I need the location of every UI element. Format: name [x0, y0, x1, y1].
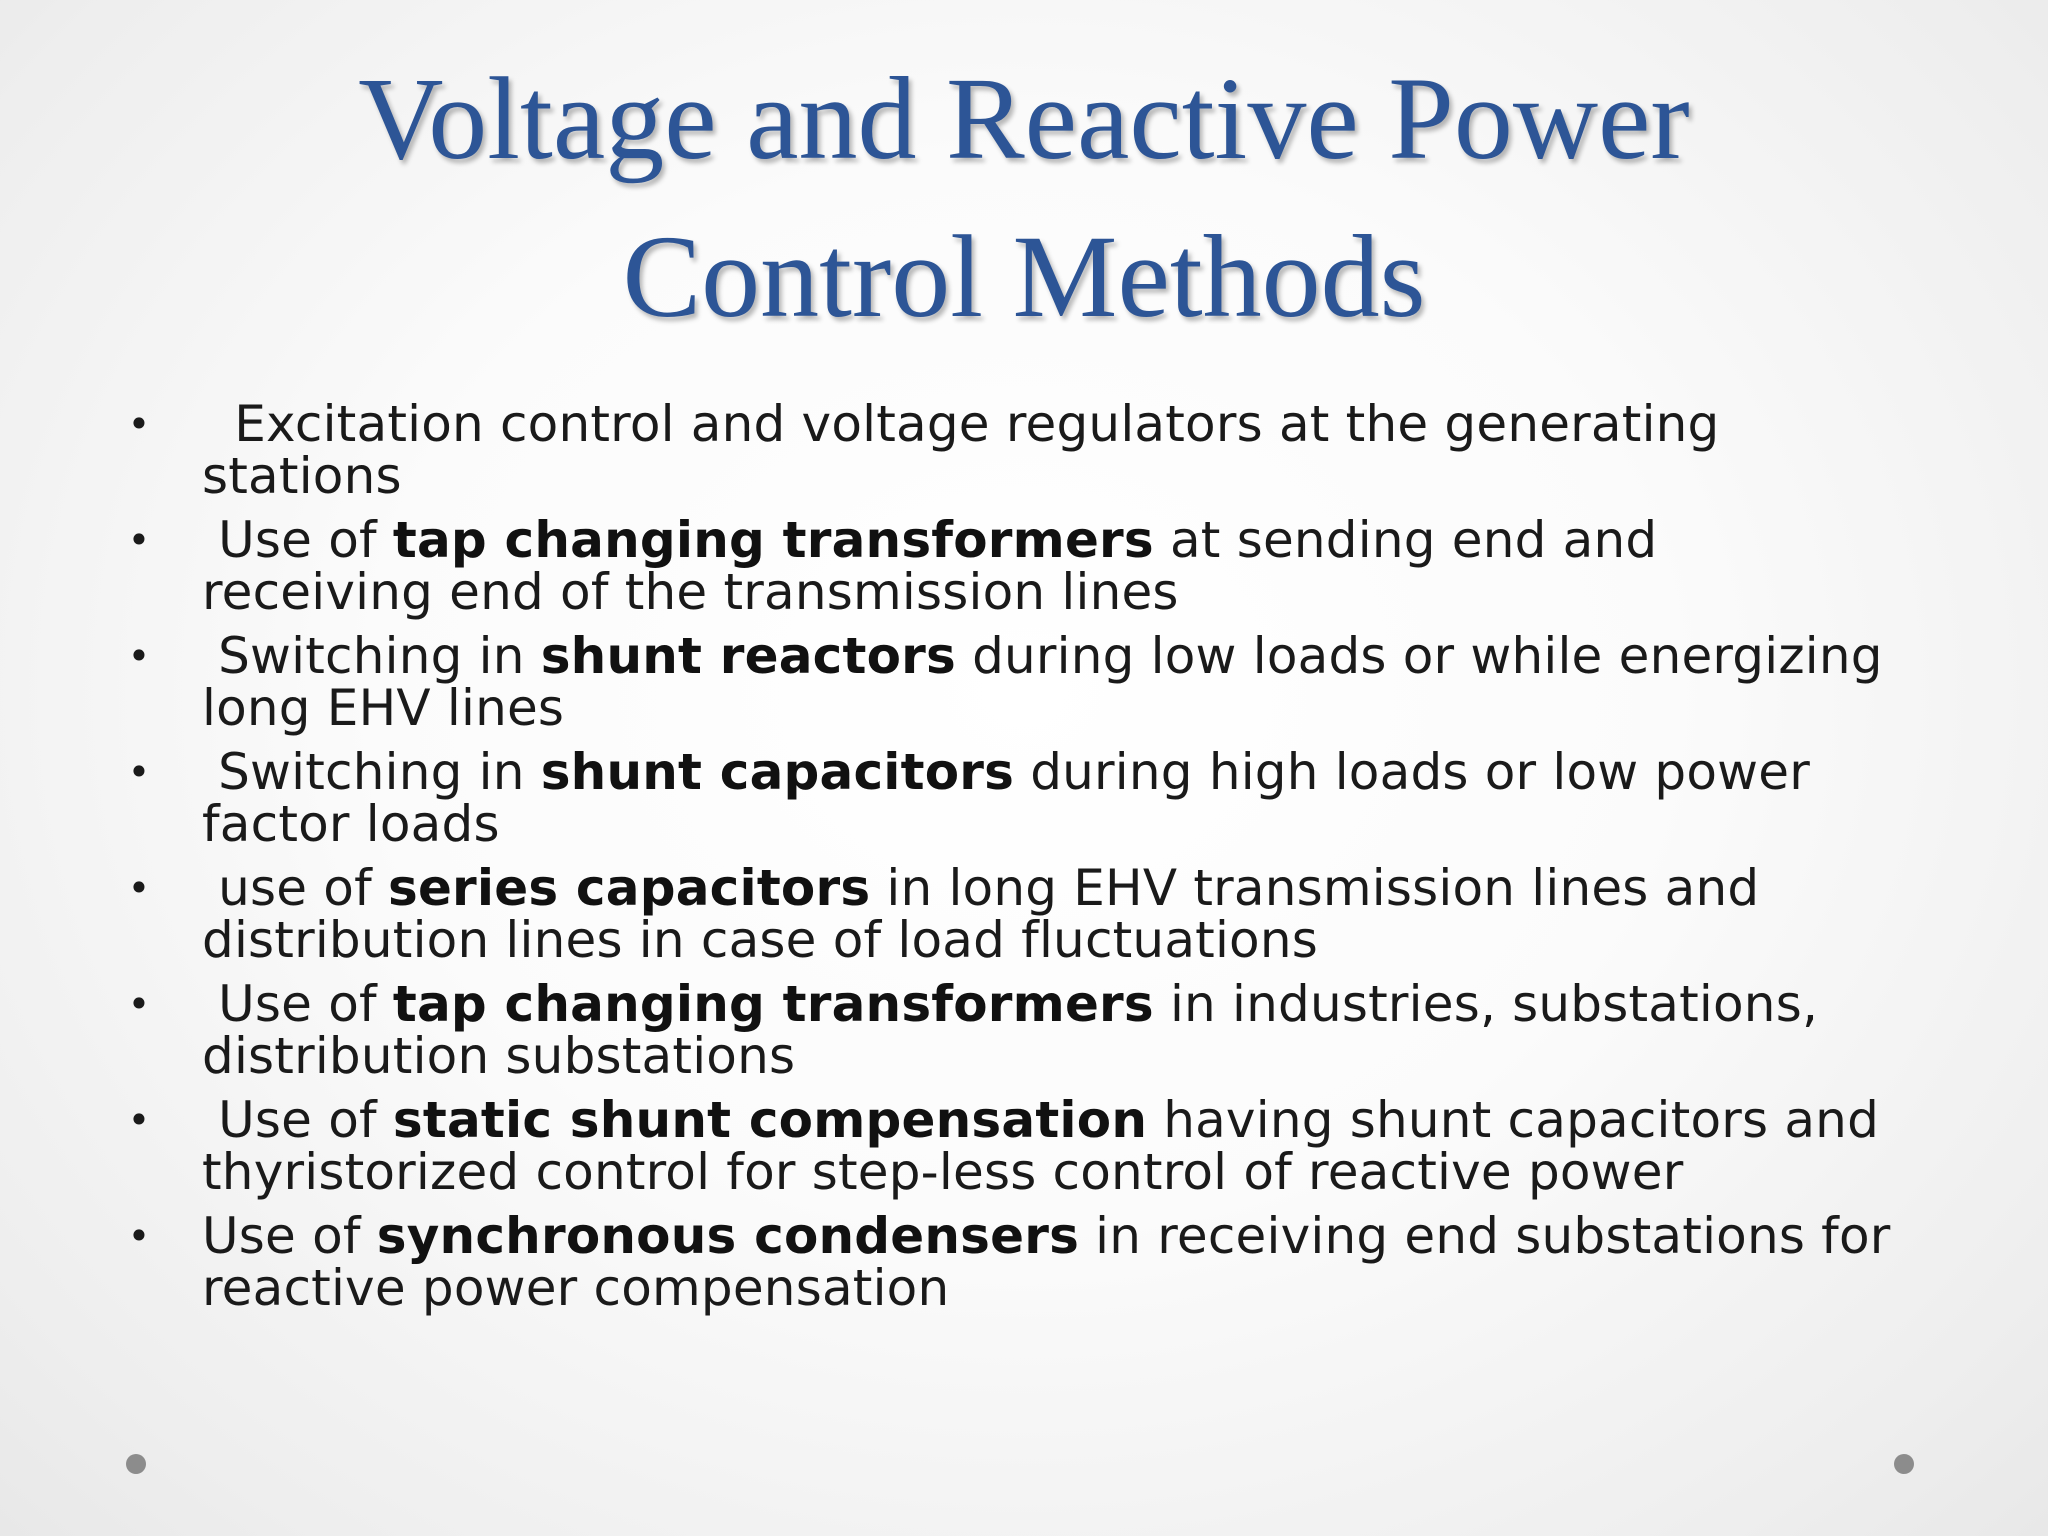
- bullet-item: [124, 859, 1894, 969]
- bullet-marker: •: [127, 866, 151, 910]
- bullet-text-rest: having shunt capacitors and thyristorized control for step-less control of reactive power: [202, 1091, 1880, 1201]
- slide-title-line-1: Voltage and Reactive Power: [358, 53, 1690, 184]
- bullet-text-rest: at sending end and receiving end of the transmission lines: [202, 511, 1658, 621]
- bullet-marker: •: [127, 750, 151, 794]
- bullet-text: Excitation control and voltage regulators at the generating stations: [202, 395, 1736, 505]
- bullet-marker: •: [127, 518, 151, 562]
- bullet-bold-term: shunt capacitors: [540, 743, 1015, 801]
- bullet-text-rest: in industries, substations, distribution substations: [202, 975, 1819, 1085]
- bullet-text: Switching in: [202, 627, 541, 685]
- bullet-item: [124, 743, 1894, 853]
- bullet-item: [124, 1207, 1894, 1317]
- bullet-item: [124, 975, 1894, 1085]
- bullet-item: [124, 395, 1894, 505]
- slide-title-line-2: Control Methods: [622, 211, 1426, 342]
- bullet-bold-term: series capacitors: [387, 859, 871, 917]
- bullet-text: Switching in: [202, 743, 541, 801]
- bullet-bold-term: tap changing transformers: [392, 511, 1154, 569]
- bullet-bold-term: static shunt compensation: [392, 1091, 1148, 1149]
- bullet-text: Use of: [202, 1207, 377, 1265]
- bullet-marker: •: [127, 1214, 151, 1258]
- bullet-marker: •: [127, 982, 151, 1026]
- bullet-item: [124, 627, 1894, 737]
- bullet-marker: •: [127, 1098, 151, 1142]
- bullet-text-rest: during high loads or low power factor loads: [202, 743, 1810, 853]
- bullet-marker: •: [127, 634, 151, 678]
- bullet-text-rest: in long EHV transmission lines and distribution lines in case of load fluctuations: [202, 859, 1760, 969]
- bullet-bold-term: shunt reactors: [540, 627, 956, 685]
- decorative-dot-left: [126, 1454, 146, 1474]
- bullet-bold-term: tap changing transformers: [392, 975, 1154, 1033]
- bullet-text-rest: during low loads or while energizing long EHV lines: [202, 627, 1883, 737]
- bullet-text-rest: in receiving end substations for reactive power compensation: [202, 1207, 1891, 1317]
- bullet-text: Use of: [202, 511, 393, 569]
- bullet-text: Use of: [202, 1091, 393, 1149]
- bullet-marker: •: [127, 402, 151, 446]
- bullet-item: [124, 511, 1894, 621]
- bullet-text: Use of: [202, 975, 393, 1033]
- bullet-text: use of: [202, 859, 388, 917]
- bullet-item: [124, 1091, 1894, 1201]
- bullet-bold-term: synchronous condensers: [376, 1207, 1080, 1265]
- decorative-dot-right: [1894, 1454, 1914, 1474]
- slide-title: [0, 40, 2048, 356]
- bullet-list: [124, 395, 1894, 1326]
